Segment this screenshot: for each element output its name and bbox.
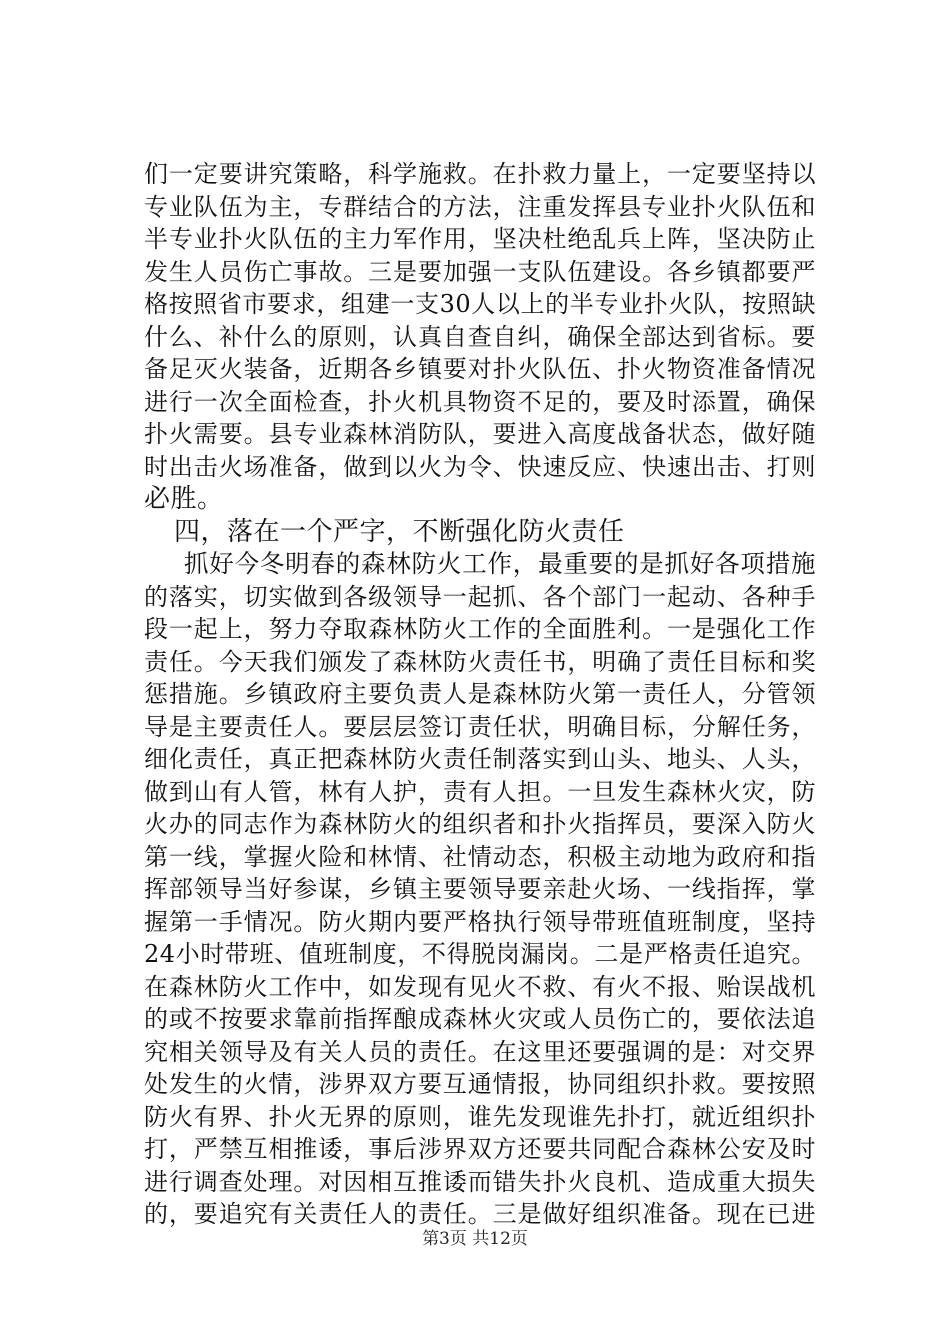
- text-line: 专业队伍为主，专群结合的方法，注重发挥县专业扑火队伍和: [144, 192, 816, 221]
- text-line: 格按照省市要求，组建一支30人以上的半专业扑火队，按照缺: [144, 290, 816, 318]
- text-line: 时出击火场准备，做到以火为令、快速反应、快速出击、打则: [144, 452, 816, 481]
- text-line: 段一起上，努力夺取森林防火工作的全面胜利。一是强化工作: [144, 615, 816, 643]
- page-number-footer: 第3页 共12页: [422, 1229, 528, 1249]
- text-line: 责任。今天我们颁发了森林防火责任书，明确了责任目标和奖: [144, 647, 816, 676]
- text-line: 扑火需要。县专业森林消防队，要进入高度战备状态，做好随: [144, 420, 816, 448]
- text-line: 发生人员伤亡事故。三是要加强一支队伍建设。各乡镇都要严: [144, 257, 816, 286]
- text-line: 第一线，掌握火险和林情、社情动态，积极主动地为政府和指: [144, 842, 816, 871]
- text-line: 进行调查处理。对因相互推诿而错失扑火良机、造成重大损失: [144, 1167, 816, 1196]
- text-line: 做到山有人管，林有人护，责有人担。一旦发生森林火灾，防: [144, 777, 816, 806]
- text-line: 进行一次全面检查，扑火机具物资不足的，要及时添置，确保: [144, 387, 816, 416]
- text-line: 必胜。: [144, 484, 224, 514]
- text-line: 在森林防火工作中，如发现有见火不救、有火不报、贻误战机: [144, 972, 816, 1001]
- text-line: 细化责任，真正把森林防火责任制落实到山头、地头、人头，: [144, 745, 816, 773]
- text-line: 什么、补什么的原则，认真自查自纠，确保全部达到省标。要: [144, 322, 816, 351]
- text-line: 火办的同志作为森林防火的组织者和扑火指挥员，要深入防火: [144, 810, 816, 838]
- text-line: 导是主要责任人。要层层签订责任状，明确目标，分解任务，: [144, 712, 816, 741]
- text-line: 的或不按要求靠前指挥酿成森林火灾或人员伤亡的，要依法追: [144, 1005, 816, 1033]
- text-line: 握第一手情况。防火期内要严格执行领导带班值班制度，坚持: [144, 907, 816, 936]
- text-line: 的，要追究有关责任人的责任。三是做好组织准备。现在已进: [144, 1200, 816, 1228]
- text-line: 24小时带班、值班制度，不得脱岗漏岗。二是严格责任追究。: [144, 940, 816, 968]
- section-heading: 四，落在一个严字，不断强化防火责任: [174, 516, 625, 547]
- document-body: [144, 158, 816, 1231]
- text-line: 的落实，切实做到各级领导一起抓、各个部门一起动、各种手: [144, 582, 816, 611]
- text-line: 挥部领导当好参谋，乡镇主要领导要亲赴火场、一线指挥，掌: [144, 875, 816, 903]
- text-line: 处发生的火情，涉界双方要互通情报，协同组织扑救。要按照: [144, 1070, 816, 1098]
- paragraph-first-line: 抓好今冬明春的森林防火工作，最重要的是抓好各项措施: [184, 549, 816, 578]
- text-line: 备足灭火装备，近期各乡镇要对扑火队伍、扑火物资准备情况: [144, 355, 816, 383]
- text-line: 们一定要讲究策略，科学施救。在扑救力量上，一定要坚持以: [144, 160, 816, 188]
- text-line: 惩措施。乡镇政府主要负责人是森林防火第一责任人，分管领: [144, 680, 816, 708]
- text-line: 防火有界、扑火无界的原则，谁先发现谁先扑打，就近组织扑: [144, 1102, 816, 1131]
- text-line: 究相关领导及有关人员的责任。在这里还要强调的是：对交界: [144, 1037, 816, 1066]
- text-line: 打，严禁互相推诿，事后涉界双方还要共同配合森林公安及时: [144, 1135, 816, 1163]
- text-line: 半专业扑火队伍的主力军作用，坚决杜绝乱兵上阵，坚决防止: [144, 225, 816, 253]
